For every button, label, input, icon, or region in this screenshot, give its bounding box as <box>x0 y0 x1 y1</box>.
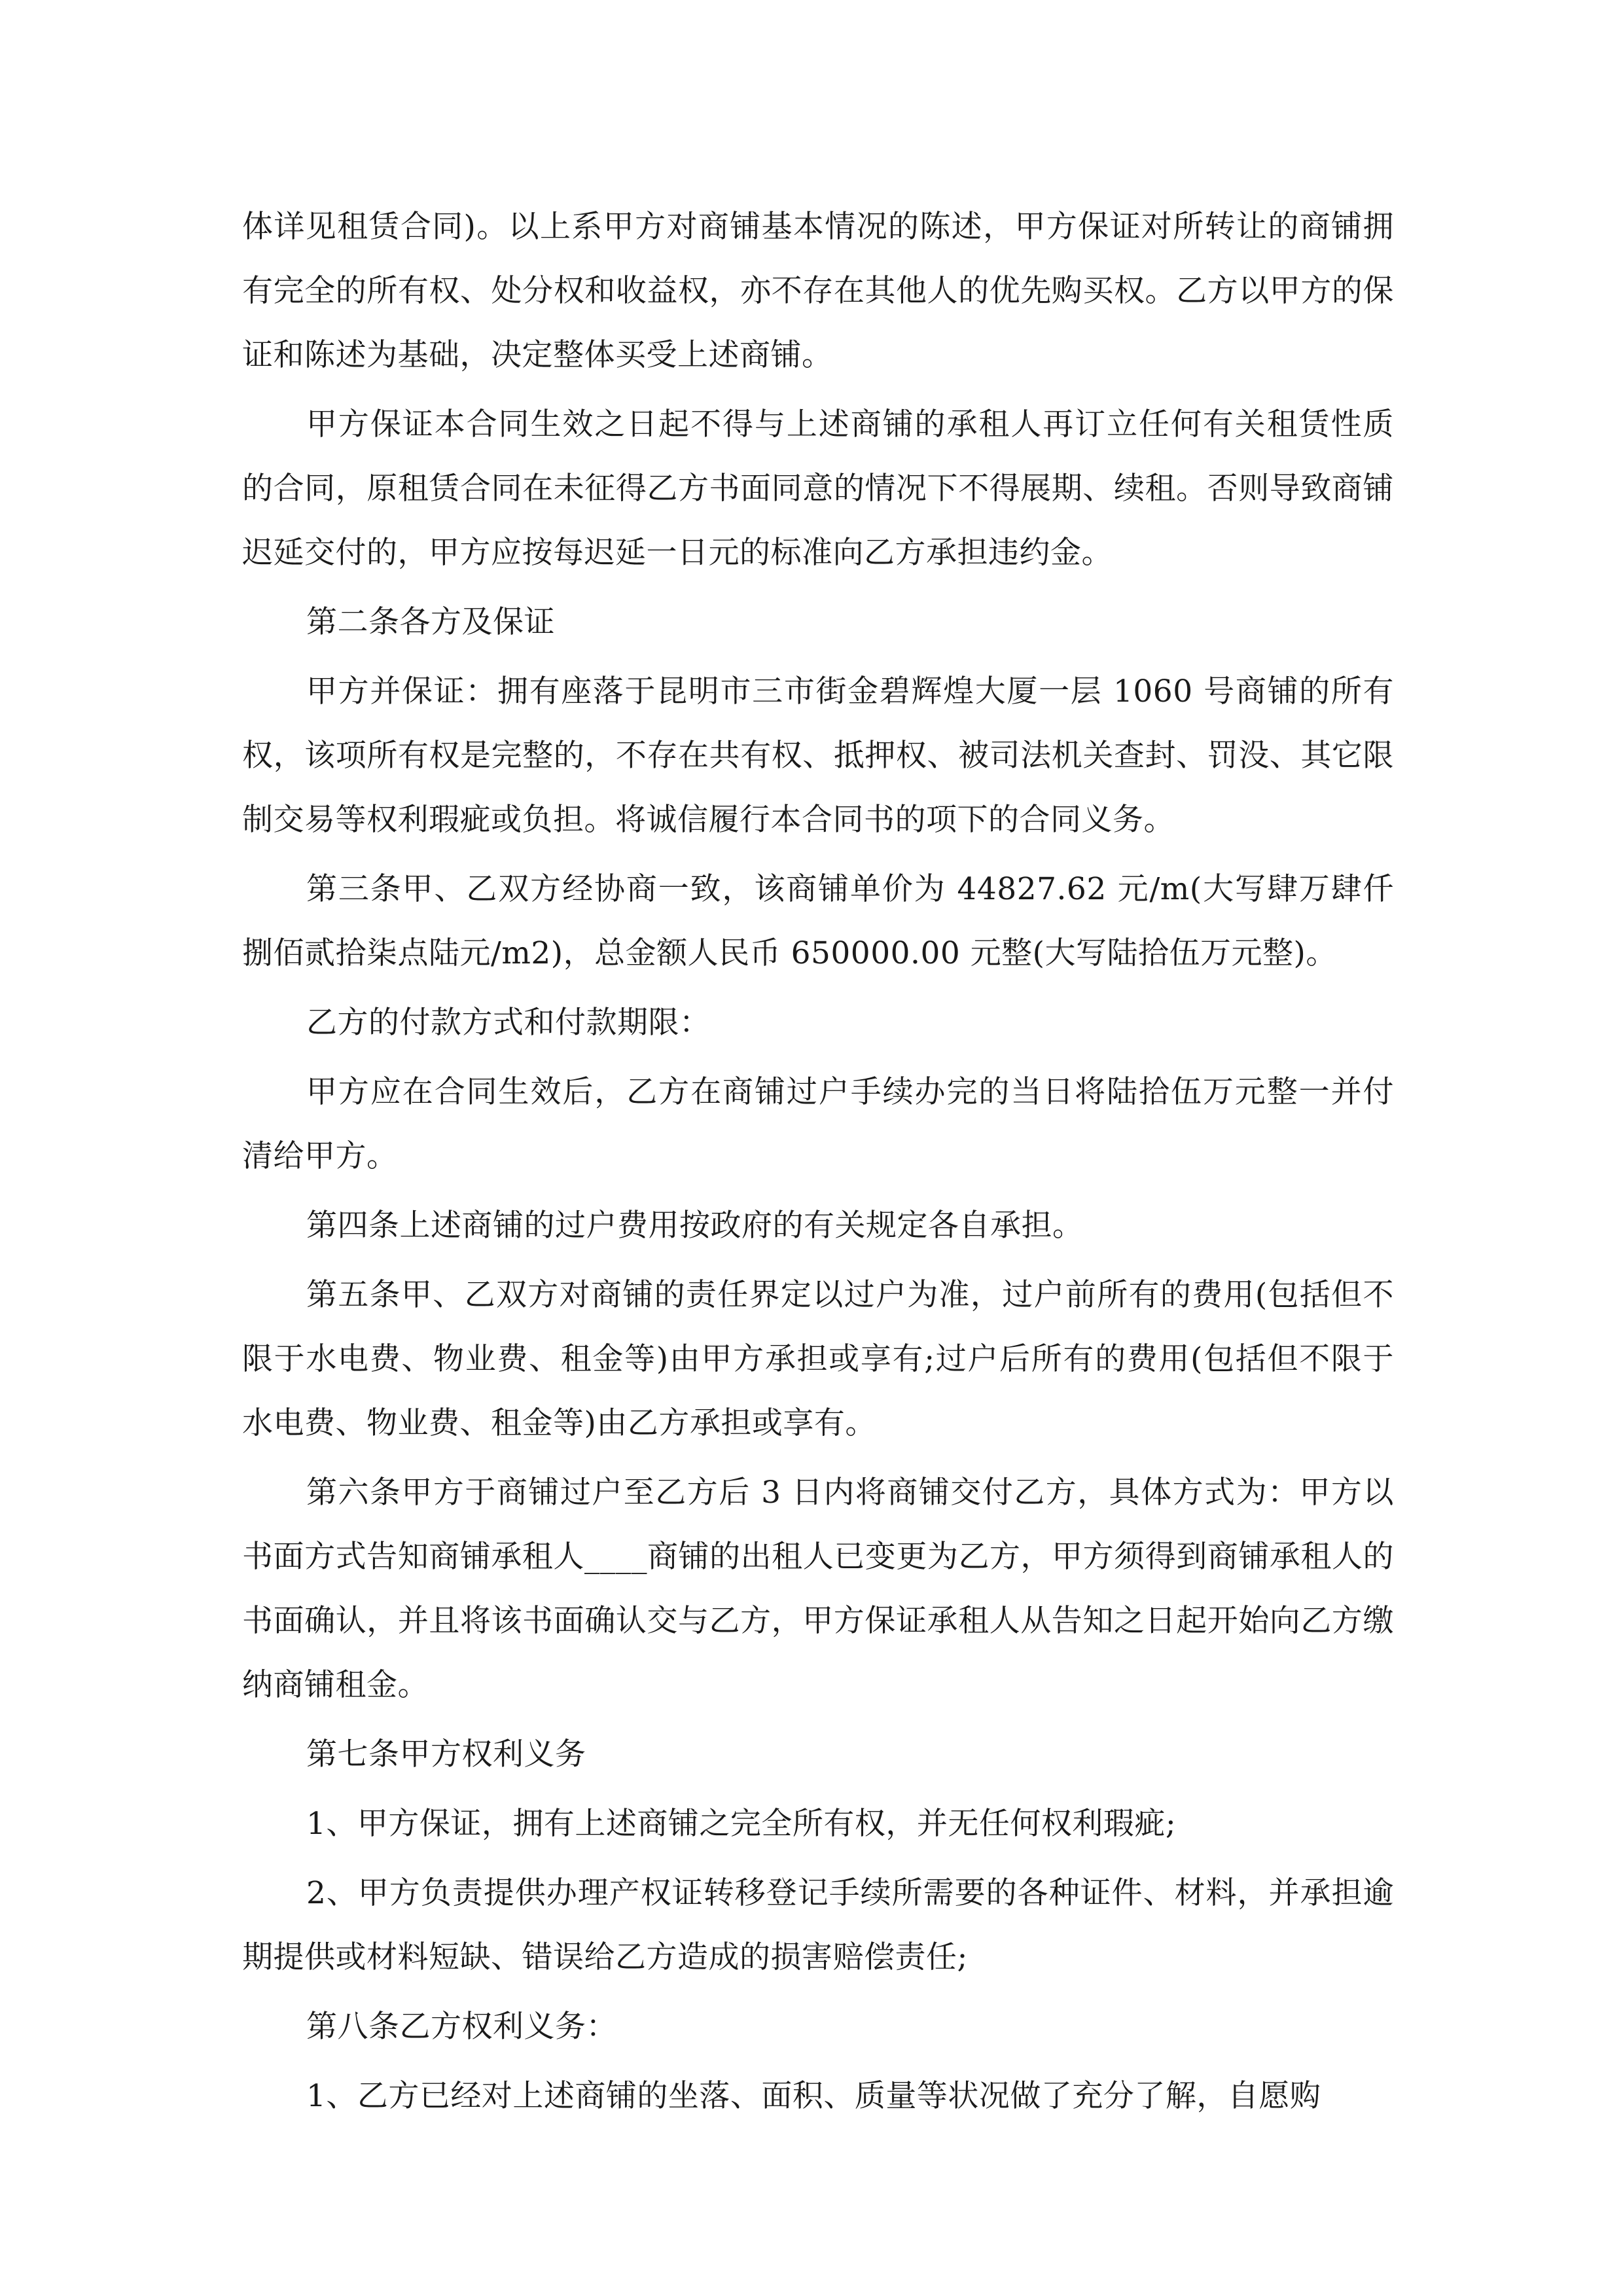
paragraph-guarantee: 甲方并保证：拥有座落于昆明市三市街金碧辉煌大厦一层 1060 号商铺的所有权，该项所有权是完整的，不存在共有权、抵押权、被司法机关查封、罚没、其它限制交易等权利瑕疵或负担。将诚信履行本合同书的项下的合同义务。 <box>242 673 1394 838</box>
article-7-item-1: 1、甲方保证，拥有上述商铺之完全所有权，并无任何权利瑕疵; <box>306 1806 1177 1842</box>
article-3-paragraph: 第三条甲、乙双方经协商一致，该商铺单价为 44827.62 元/m(大写肆万肆仟捌佰贰拾柒点陆元/m2)，总金额人民币 650000.00 元整(大写陆拾伍万元整)。 <box>242 871 1394 971</box>
article-8-heading: 第八条乙方权利义务： <box>306 2009 617 2045</box>
article-8-item-1: 1、乙方已经对上述商铺的坐落、面积、质量等状况做了充分了解，自愿购 <box>306 2078 1321 2114</box>
article-6-paragraph: 第六条甲方于商铺过户至乙方后 3 日内将商铺交付乙方，具体方式为：甲方以书面方式告知商铺承租人____商铺的出租人已变更为乙方，甲方须得到商铺承租人的书面确认，并且将该书面确认交与乙方，甲方保证承租人从告知之日起开始向乙方缴纳商铺租金。 <box>242 1475 1394 1703</box>
payment-paragraph: 甲方应在合同生效后，乙方在商铺过户手续办完的当日将陆拾伍万元整一并付清给甲方。 <box>242 1074 1394 1174</box>
article-5-paragraph: 第五条甲、乙双方对商铺的责任界定以过户为准，过户前所有的费用(包括但不限于水电费、物业费、租金等)由甲方承担或享有;过户后所有的费用(包括但不限于水电费、物业费、租金等)由乙方承担或享有。 <box>242 1277 1394 1441</box>
article-7-item-2: 2、甲方负责提供办理产权证转移登记手续所需要的各种证件、材料，并承担逾期提供或材料短缺、错误给乙方造成的损害赔偿责任; <box>242 1875 1394 1975</box>
document-page <box>242 195 1394 2134</box>
article-4-paragraph: 第四条上述商铺的过户费用按政府的有关规定各自承担。 <box>306 1208 1084 1244</box>
paragraph-1: 体详见租赁合同)。以上系甲方对商铺基本情况的陈述，甲方保证对所转让的商铺拥有完全的所有权、处分权和收益权，亦不存在其他人的优先购买权。乙方以甲方的保证和陈述为基础，决定整体买受上述商铺。 <box>242 209 1394 373</box>
article-7-heading: 第七条甲方权利义务 <box>306 1736 586 1772</box>
paragraph-2: 甲方保证本合同生效之日起不得与上述商铺的承租人再订立任何有关租赁性质的合同，原租赁合同在未征得乙方书面同意的情况下不得展期、续租。否则导致商铺迟延交付的，甲方应按每迟延一日元的标准向乙方承担违约金。 <box>242 406 1394 571</box>
article-2-heading: 第二条各方及保证 <box>306 604 555 640</box>
payment-heading: 乙方的付款方式和付款期限： <box>306 1005 711 1041</box>
